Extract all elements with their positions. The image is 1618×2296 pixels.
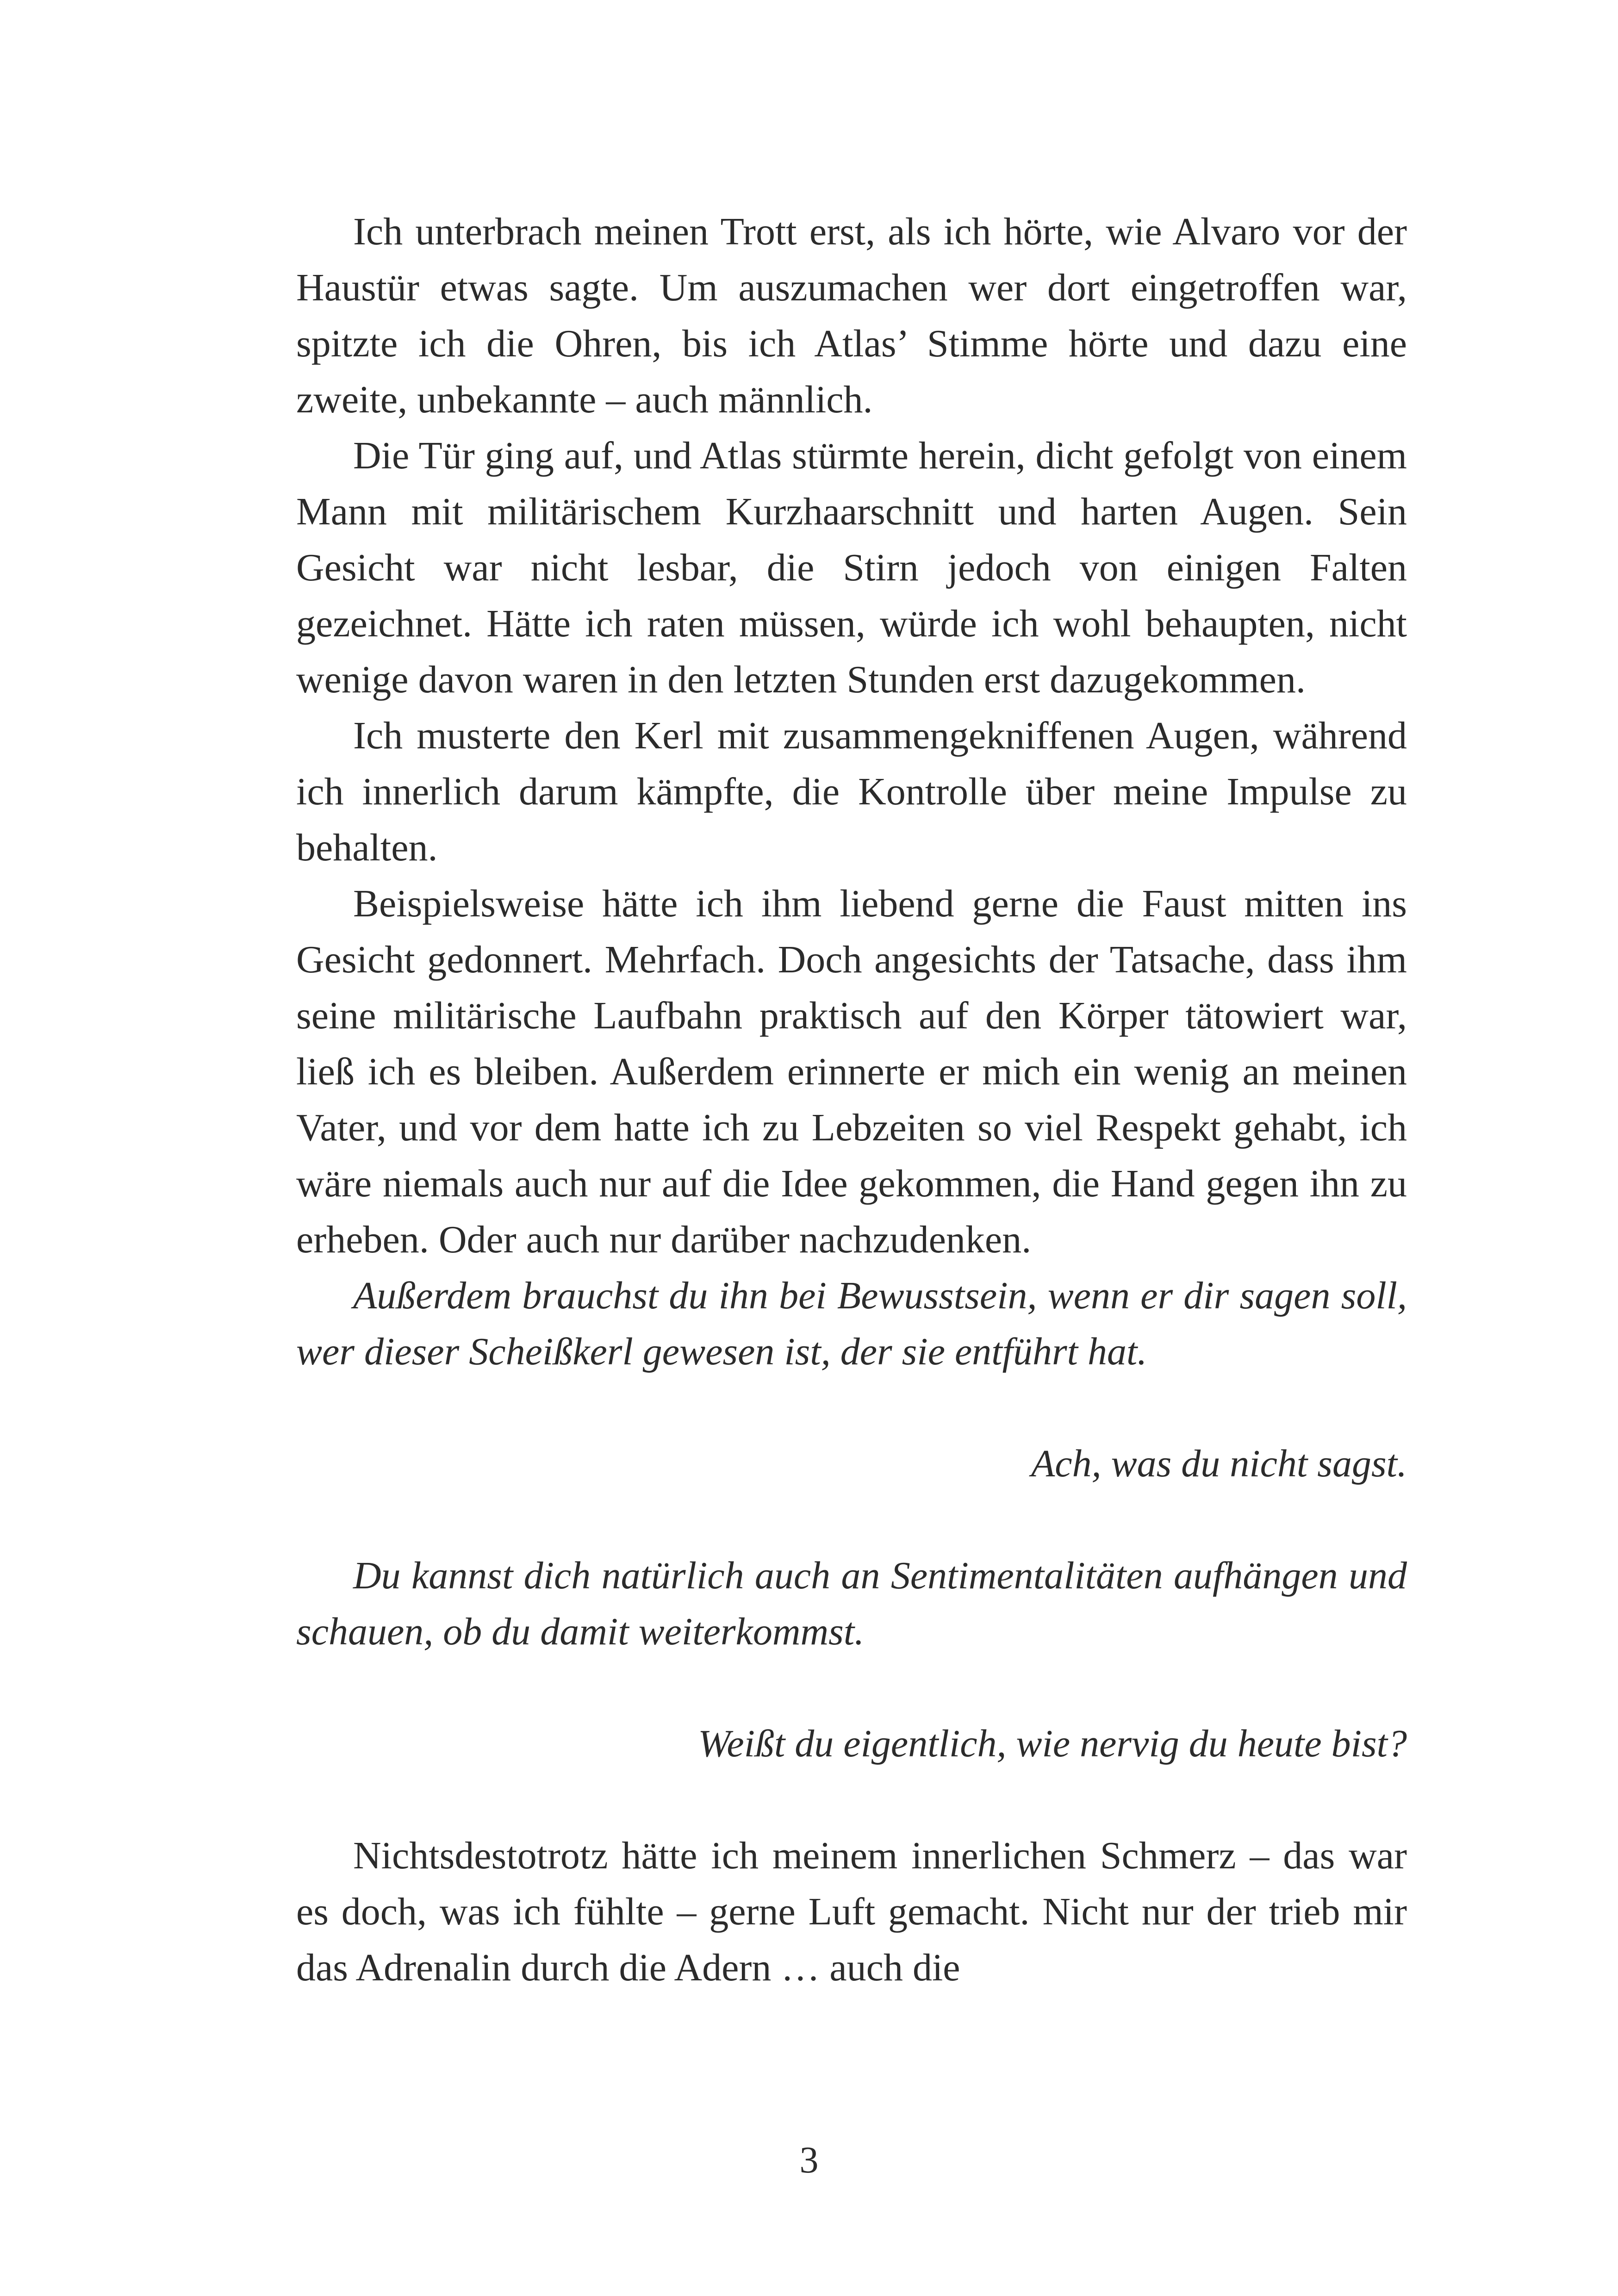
paragraph-4: Beispielsweise hätte ich ihm liebend gerne die Faust mitten ins Gesicht gedonnert. Mehrfach. Doch angesichts der Tatsache, dass ihm seine militärische Laufbahn praktisch auf den Körper tätowiert war, ließ ich es bleiben. Außerdem erinnerte er mich ein wenig an meinen Vater, und vor dem hatte ich zu Lebzeiten so viel Respekt gehabt, ich wäre niemals auch nur auf die Idee gekommen, die Hand gegen ihn zu erheben. Oder auch nur darüber nachzudenken. (296, 882, 1407, 1261)
spacer (296, 1380, 1407, 1436)
paragraph-2: Die Tür ging auf, und Atlas stürmte herein, dicht gefolgt von einem Mann mit militärischem Kurzhaarschnitt und harten Augen. Sein Gesicht war nicht lesbar, die Stirn jedoch von einigen Falten gezeichnet. Hätte ich raten müssen, würde ich wohl behaupten, nicht wenige davon waren in den letzten Stunden erst dazugekommen. (296, 434, 1407, 701)
spacer (296, 1772, 1407, 1828)
paragraph-3: Ich musterte den Kerl mit zusammengekniffenen Augen, während ich innerlich darum kämpfte, die Kontrolle über meine Impulse zu behalten. (296, 714, 1407, 869)
paragraph-1: Ich unterbrach meinen Trott erst, als ich hörte, wie Alvaro vor der Haustür etwas sagte. Um auszumachen wer dort eingetroffen war, spitzte ich die Ohren, bis ich Atlas’ Stimme hörte und dazu eine zweite, unbekannte – auch männlich. (296, 210, 1407, 421)
inner-voice-paragraph-2: Du kannst dich natürlich auch an Sentimentalitäten aufhängen und schauen, ob du damit weiterkommst. (296, 1554, 1407, 1653)
page-body (296, 204, 1407, 1996)
page-number: 3 (799, 2139, 819, 2181)
spacer (296, 1660, 1407, 1716)
spacer (296, 1492, 1407, 1548)
inner-voice-reply-1: Ach, was du nicht sagst. (1031, 1442, 1407, 1485)
paragraph-5: Nichtsdestotrotz hätte ich meinem innerlichen Schmerz – das war es doch, was ich fühlte – gerne Luft gemacht. Nicht nur der trieb mir das Adrenalin durch die Adern … auch die (296, 1834, 1407, 1989)
inner-voice-reply-2: Weißt du eigentlich, wie nervig du heute bist? (698, 1722, 1407, 1765)
inner-voice-paragraph-1: Außerdem brauchst du ihn bei Bewusstsein, wenn er dir sagen soll, wer dieser Scheißkerl gewesen ist, der sie entführt hat. (296, 1274, 1407, 1373)
